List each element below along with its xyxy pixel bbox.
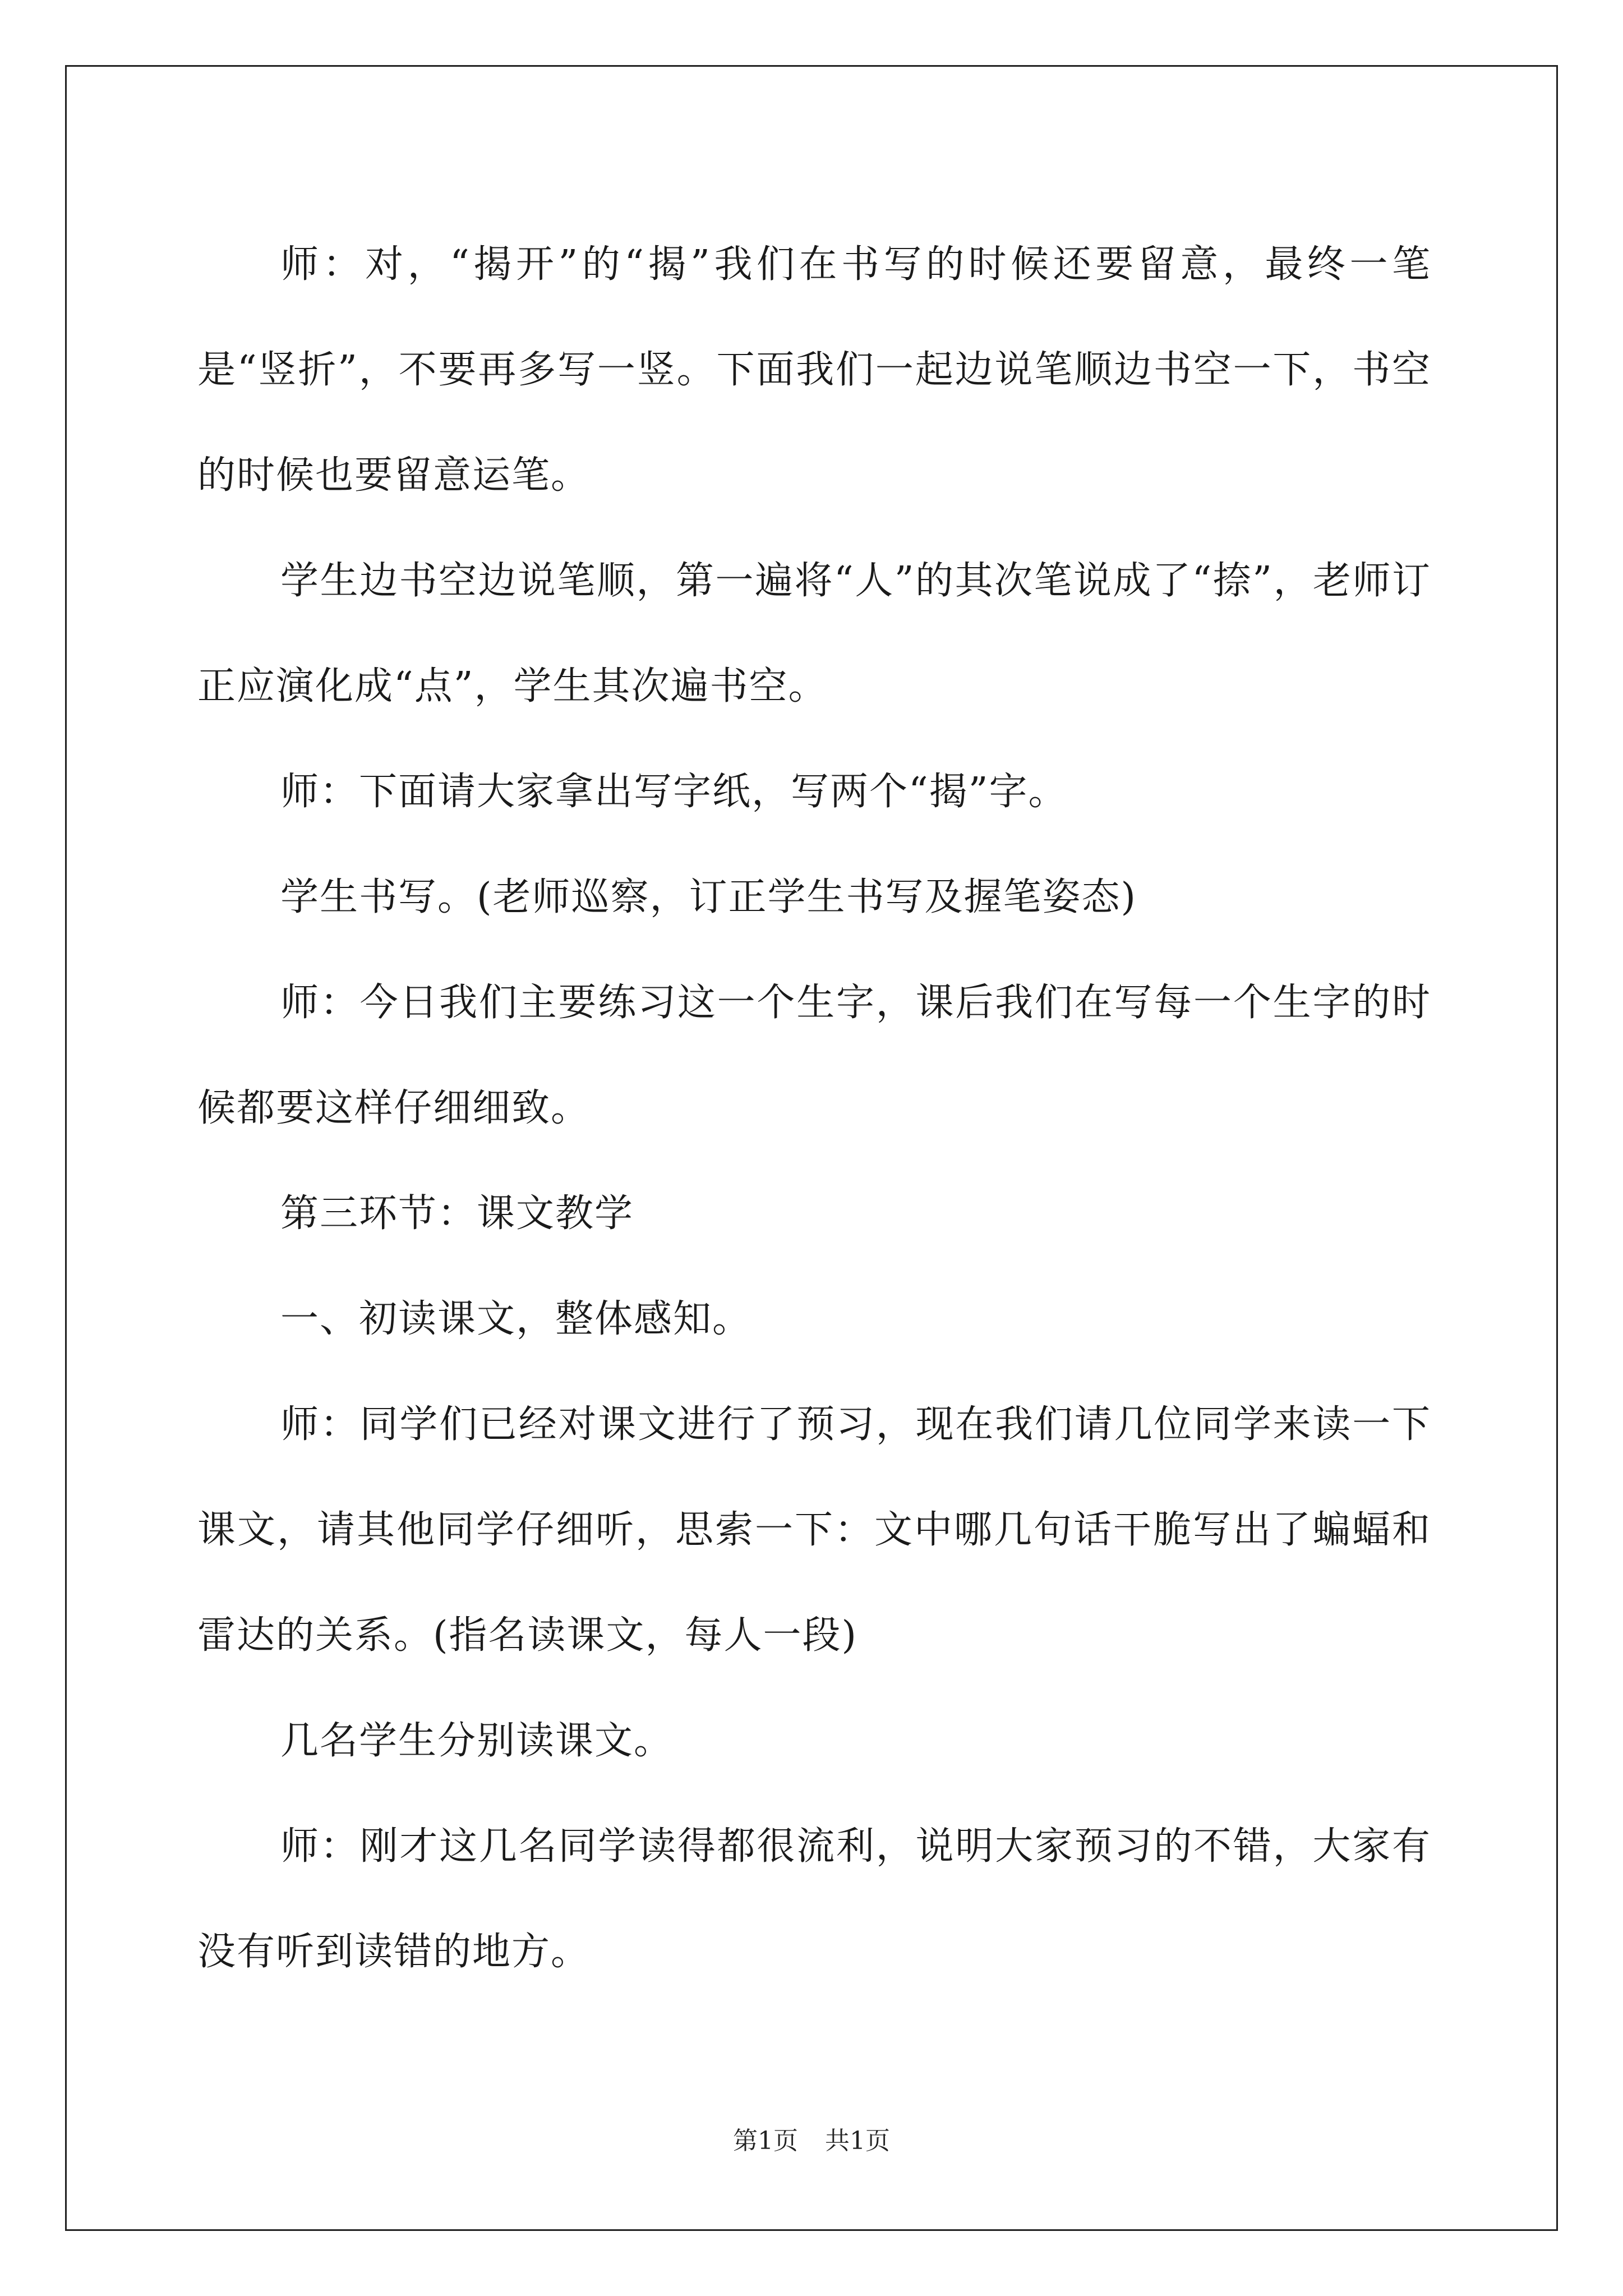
paragraph: 师：下面请大家拿出写字纸，写两个“揭”字。 — [280, 770, 1068, 814]
page-footer — [0, 2120, 1623, 2156]
page-total: 共1页 — [825, 2127, 890, 2155]
section-heading: 第三环节：课文教学 — [280, 1191, 634, 1236]
page-number: 第1页 — [733, 2127, 798, 2155]
paragraph: 师：刚才这几名同学读得都很流利，说明大家预习的不错，大家有没有听到读错的地方。 — [197, 1824, 1431, 1974]
paragraph: 学生书写。(老师巡察，订正学生书写及握笔姿态) — [280, 875, 1137, 919]
subsection-heading: 一、初读课文，整体感知。 — [280, 1297, 752, 1341]
paragraph: 几名学生分别读课文。 — [280, 1719, 674, 1763]
paragraph: 师：同学们已经对课文进行了预习，现在我们请几位同学来读一下课文，请其他同学仔细听，思索一下：文中哪几句话干脆写出了蝙蝠和雷达的关系。(指名读课文，每人一段) — [197, 1402, 1431, 1658]
paragraph: 学生边书空边说笔顺，第一遍将“人”的其次笔说成了“捺”，老师订正应演化成“点”，学生其次遍书空。 — [197, 559, 1431, 708]
document-body — [197, 212, 1431, 2005]
paragraph: 师：对，“揭开”的“揭”我们在书写的时候还要留意，最终一笔是“竖折”，不要再多写一竖。下面我们一起边说笔顺边书空一下，书空的时候也要留意运笔。 — [197, 242, 1431, 498]
paragraph: 师：今日我们主要练习这一个生字，课后我们在写每一个生字的时候都要这样仔细细致。 — [197, 981, 1431, 1130]
